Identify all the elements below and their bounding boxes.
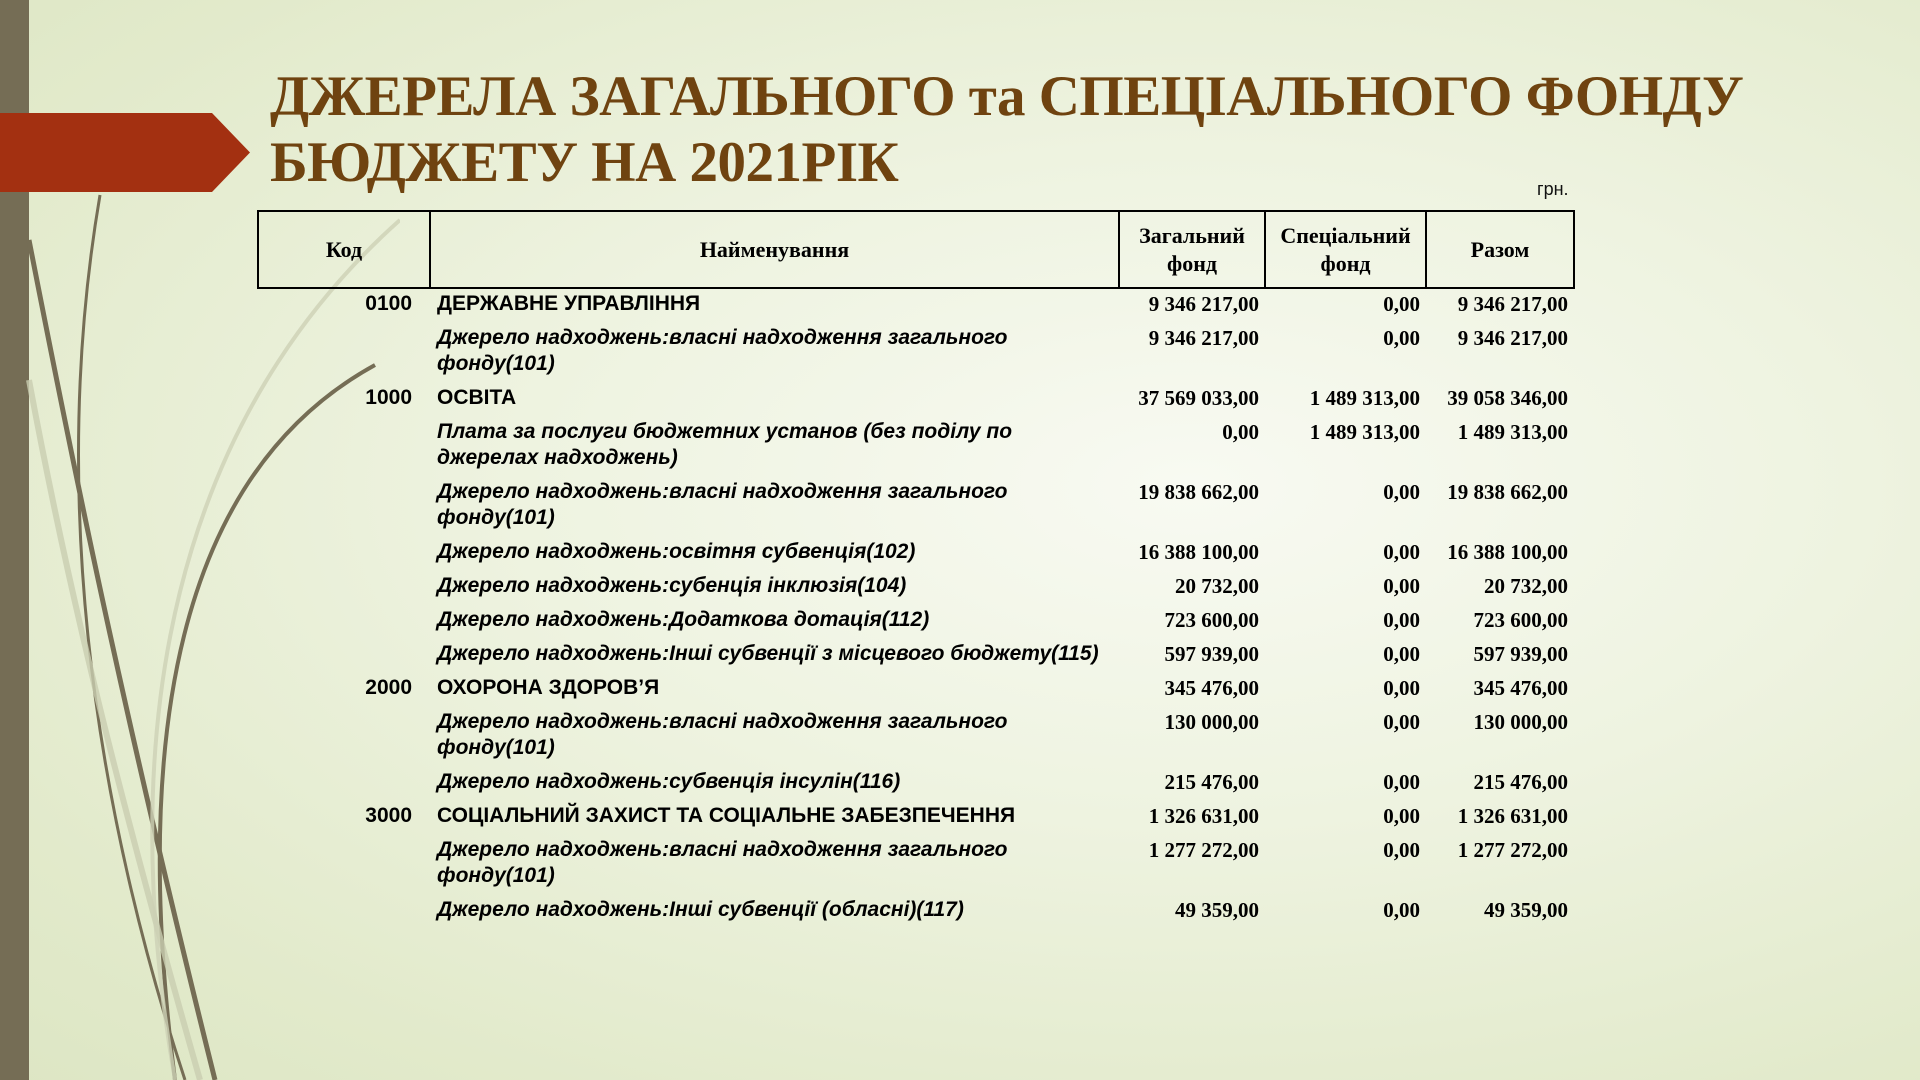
table-row (258, 534, 1574, 568)
row-special-fund: 0,00 (1383, 838, 1420, 862)
row-total: 1 277 272,00 (1457, 838, 1568, 862)
row-total: 597 939,00 (1473, 642, 1568, 666)
table-header-row (258, 211, 1574, 288)
header-special-fund (1265, 211, 1426, 288)
row-name: ОХОРОНА ЗДОРОВ’Я (437, 676, 660, 699)
row-general-fund: 9 346 217,00 (1148, 326, 1259, 350)
row-name: ОСВІТА (437, 386, 517, 409)
row-special-fund: 0,00 (1383, 804, 1420, 828)
row-general-fund: 20 732,00 (1175, 574, 1259, 598)
header-general-line2: фонд (1166, 250, 1218, 276)
row-name: Джерело надходжень:освітня субвенція(102) (437, 540, 916, 563)
row-name: Джерело надходжень:Інші субвенції (обласні)(117) (437, 898, 964, 921)
row-general-fund: 9 346 217,00 (1148, 292, 1259, 316)
row-total: 19 838 662,00 (1447, 480, 1568, 504)
header-code: Код (258, 211, 430, 288)
row-code (258, 832, 430, 892)
row-general-fund: 16 388 100,00 (1138, 540, 1259, 564)
table-row (258, 670, 1574, 704)
row-code (258, 704, 430, 764)
row-general-fund: 1 326 631,00 (1148, 804, 1259, 828)
table-row (258, 320, 1574, 380)
row-general-fund: 0,00 (1222, 420, 1259, 444)
row-code (258, 568, 430, 602)
row-name: Джерело надходжень:субвенція інсулін(116) (437, 770, 901, 793)
row-name: СОЦІАЛЬНИЙ ЗАХИСТ ТА СОЦІАЛЬНЕ ЗАБЕЗПЕЧЕННЯ (437, 804, 1016, 827)
row-code (258, 414, 430, 474)
row-general-fund: 345 476,00 (1164, 676, 1259, 700)
row-code (258, 636, 430, 670)
row-code: 2000 (365, 676, 412, 699)
row-code (258, 764, 430, 798)
row-code: 1000 (365, 386, 412, 409)
row-general-fund: 37 569 033,00 (1138, 386, 1259, 410)
row-name: ДЕРЖАВНЕ УПРАВЛІННЯ (437, 292, 701, 315)
header-special-line2: фонд (1320, 250, 1371, 276)
row-total: 39 058 346,00 (1447, 386, 1568, 410)
currency-unit: грн. (1537, 179, 1569, 199)
title-line-1: ДЖЕРЕЛА ЗАГАЛЬНОГО та СПЕЦІАЛЬНОГО ФОНДУ (270, 65, 1744, 128)
table-row (258, 568, 1574, 602)
row-name: Джерело надходжень:власні надходження загального фонду(101) (437, 326, 1008, 375)
header-name: Найменування (430, 211, 1119, 288)
row-code (258, 892, 430, 926)
row-total: 16 388 100,00 (1447, 540, 1568, 564)
row-name: Джерело надходжень:власні надходження загального фонду(101) (437, 838, 1008, 887)
row-special-fund: 1 489 313,00 (1309, 386, 1420, 410)
row-name: Джерело надходжень:Інші субвенції з місцевого бюджету(115) (437, 642, 1099, 665)
row-general-fund: 130 000,00 (1164, 710, 1259, 734)
row-special-fund: 0,00 (1383, 642, 1420, 666)
row-total: 9 346 217,00 (1457, 292, 1568, 316)
table-row (258, 798, 1574, 832)
row-special-fund: 0,00 (1383, 608, 1420, 632)
row-total: 9 346 217,00 (1457, 326, 1568, 350)
row-code (258, 534, 430, 568)
row-special-fund: 0,00 (1383, 540, 1420, 564)
row-total: 1 489 313,00 (1457, 420, 1568, 444)
row-special-fund: 0,00 (1383, 480, 1420, 504)
row-special-fund: 0,00 (1383, 574, 1420, 598)
row-total: 20 732,00 (1484, 574, 1568, 598)
table-row (258, 474, 1574, 534)
table-row (258, 636, 1574, 670)
page-title (270, 64, 1770, 196)
row-total: 215 476,00 (1473, 770, 1568, 794)
table-row (258, 414, 1574, 474)
row-special-fund: 0,00 (1383, 710, 1420, 734)
row-code (258, 602, 430, 636)
row-general-fund: 597 939,00 (1164, 642, 1259, 666)
title-line-2: БЮДЖЕТУ НА 2021РІК (270, 131, 899, 194)
row-special-fund: 0,00 (1383, 292, 1420, 316)
row-total: 345 476,00 (1473, 676, 1568, 700)
row-general-fund: 49 359,00 (1175, 898, 1259, 922)
header-special-line1: Спеціальний (1280, 222, 1411, 248)
row-code (258, 474, 430, 534)
table-row (258, 704, 1574, 764)
row-name: Джерело надходжень:власні надходження загального фонду(101) (437, 710, 1008, 759)
row-special-fund: 0,00 (1383, 326, 1420, 350)
row-total: 723 600,00 (1473, 608, 1568, 632)
row-total: 1 326 631,00 (1457, 804, 1568, 828)
row-name: Плата за послуги бюджетних установ (без поділу по джерелах надходжень) (437, 420, 1013, 469)
table-row (258, 892, 1574, 926)
row-total: 49 359,00 (1484, 898, 1568, 922)
row-general-fund: 1 277 272,00 (1148, 838, 1259, 862)
table-row (258, 380, 1574, 414)
row-code (258, 320, 430, 380)
row-general-fund: 215 476,00 (1164, 770, 1259, 794)
table-row (258, 288, 1574, 320)
row-name: Джерело надходжень:власні надходження загального фонду(101) (437, 480, 1008, 529)
header-general-line1: Загальний (1139, 222, 1245, 248)
table-row (258, 764, 1574, 798)
row-special-fund: 0,00 (1383, 770, 1420, 794)
row-special-fund: 1 489 313,00 (1309, 420, 1420, 444)
header-total: Разом (1426, 211, 1574, 288)
table-row (258, 602, 1574, 636)
row-special-fund: 0,00 (1383, 676, 1420, 700)
row-code: 3000 (365, 804, 412, 827)
row-special-fund: 0,00 (1383, 898, 1420, 922)
header-general-fund (1119, 211, 1265, 288)
row-general-fund: 19 838 662,00 (1138, 480, 1259, 504)
table-body (258, 288, 1574, 926)
budget-table (257, 210, 1575, 926)
row-general-fund: 723 600,00 (1164, 608, 1259, 632)
row-name: Джерело надходжень:субенція інклюзія(104) (437, 574, 907, 597)
title-arrow-shape (0, 113, 250, 192)
row-name: Джерело надходжень:Додаткова дотація(112) (437, 608, 930, 631)
table-row (258, 832, 1574, 892)
row-code: 0100 (365, 292, 412, 315)
row-total: 130 000,00 (1473, 710, 1568, 734)
